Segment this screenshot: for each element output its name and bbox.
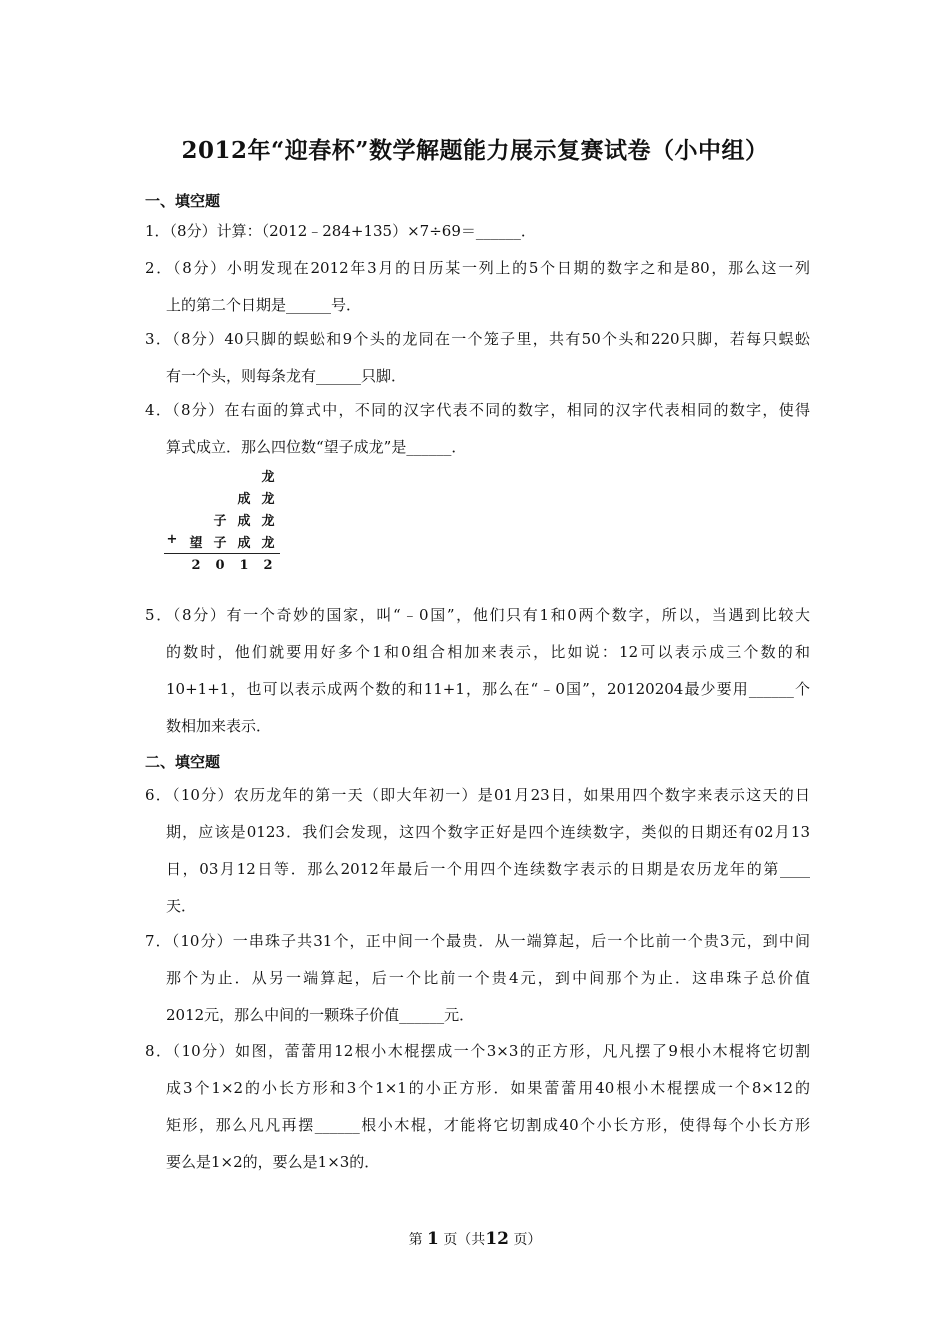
result-digit: 1 <box>239 558 249 573</box>
addition-cell: 龙 <box>261 536 275 551</box>
addition-row <box>164 510 280 532</box>
addition-row <box>164 488 280 510</box>
question-line: 数相加来表示． <box>166 717 272 735</box>
question-line: 3．（8分）40只脚的蜈蚣和9个头的龙同在一个笼子里，共有50个头和220只脚，若每只蜈蚣 <box>145 330 810 348</box>
addition-cell: 龙 <box>261 492 275 507</box>
question-line: 上的第二个日期是______号． <box>166 296 362 314</box>
addition-row <box>164 466 280 488</box>
question-6 <box>145 783 810 931</box>
addition-cell: 成 <box>237 492 251 507</box>
addition-rule <box>164 553 280 554</box>
addition-row <box>164 532 280 554</box>
question-line: 5．（8分）有一个奇妙的国家，叫“﹣0国”，他们只有1和0两个数字，所以，当遇到比较大 <box>145 606 810 624</box>
addition-cell: 望 <box>189 536 203 551</box>
plus-sign: + <box>166 532 178 547</box>
question-line: 4．（8分）在右面的算式中，不同的汉字代表不同的数字，相同的汉字代表相同的数字，使得 <box>145 401 810 419</box>
question-line: 1．（8分）计算：（2012﹣284+135）×7÷69＝______． <box>145 222 536 240</box>
footer-text: 页） <box>513 1232 542 1248</box>
question-line: 2．（8分）小明发现在2012年3月的日历某一列上的5个日期的数字之和是80，那么这一列 <box>145 259 810 277</box>
question-line: 矩形，那么凡凡再摆______根小木棍，才能将它切割成40个小长方形，使得每个小长方形 <box>166 1116 810 1134</box>
section-heading-1: 一、填空题 <box>145 192 221 210</box>
addition-result <box>164 558 280 580</box>
page-total: 12 <box>485 1229 509 1249</box>
question-2 <box>145 256 810 330</box>
result-digit: 2 <box>263 558 273 573</box>
footer-text: 页（共 <box>443 1232 486 1248</box>
question-1 <box>145 219 810 256</box>
page-title: 2012年“迎春杯”数学解题能力展示复赛试卷（小中组） <box>181 137 769 164</box>
question-3 <box>145 327 810 401</box>
addition-cell: 子 <box>213 514 227 529</box>
question-line: 8．（10分）如图，蕾蕾用12根小木棍摆成一个3×3的正方形，凡凡摆了9根小木棍将它切割 <box>145 1042 810 1060</box>
question-line: 2012元，那么中间的一颗珠子价值______元． <box>166 1006 475 1024</box>
question-4 <box>145 398 810 472</box>
question-line: 天． <box>166 897 197 915</box>
addition-cell: 龙 <box>261 470 275 485</box>
question-line: 要么是1×2的，要么是1×3的． <box>166 1153 380 1171</box>
question-line: 期，应该是0123．我们会发现，这四个数字正好是四个连续数字，类似的日期还有02月13 <box>166 823 810 841</box>
question-line: 有一个头，则每条龙有______只脚． <box>166 367 407 385</box>
question-line: 日，03月12日等．那么2012年最后一个用四个连续数字表示的日期是农历龙年的第____ <box>166 860 810 878</box>
page-number: 1 <box>427 1229 439 1249</box>
addition-cell: 龙 <box>261 514 275 529</box>
addition-cell: 成 <box>237 536 251 551</box>
question-7 <box>145 929 810 1040</box>
footer-text: 第 <box>408 1232 423 1248</box>
question-line: 6．（10分）农历龙年的第一天（即大年初一）是01月23日，如果用四个数字来表示这天的日 <box>145 786 810 804</box>
question-5 <box>145 603 810 751</box>
question-line: 成3个1×2的小长方形和3个1×1的小正方形．如果蕾蕾用40根小木棍摆成一个8×12的 <box>166 1079 810 1097</box>
question-line: 算式成立．那么四位数“望子成龙”是______． <box>166 438 467 456</box>
section-heading-2: 二、填空题 <box>145 753 221 771</box>
question-line: 那个为止．从另一端算起，后一个比前一个贵4元，到中间那个为止．这串珠子总价值 <box>166 969 810 987</box>
addition-cell: 成 <box>237 514 251 529</box>
question-line: 10+1+1，也可以表示成两个数的和11+1，那么在“﹣0国”，20120204最少要用______个 <box>166 680 810 698</box>
question-8 <box>145 1039 810 1187</box>
question-line: 7．（10分）一串珠子共31个，正中间一个最贵．从一端算起，后一个比前一个贵3元，到中间 <box>145 932 810 950</box>
question-line: 的数时，他们就要用好多个1和0组合相加来表示，比如说：12可以表示成三个数的和 <box>166 643 810 661</box>
result-digit: 0 <box>215 558 225 573</box>
result-digit: 2 <box>191 558 201 573</box>
addition-cell: 子 <box>213 536 227 551</box>
page-footer <box>0 1229 950 1249</box>
addition-figure <box>164 466 280 580</box>
